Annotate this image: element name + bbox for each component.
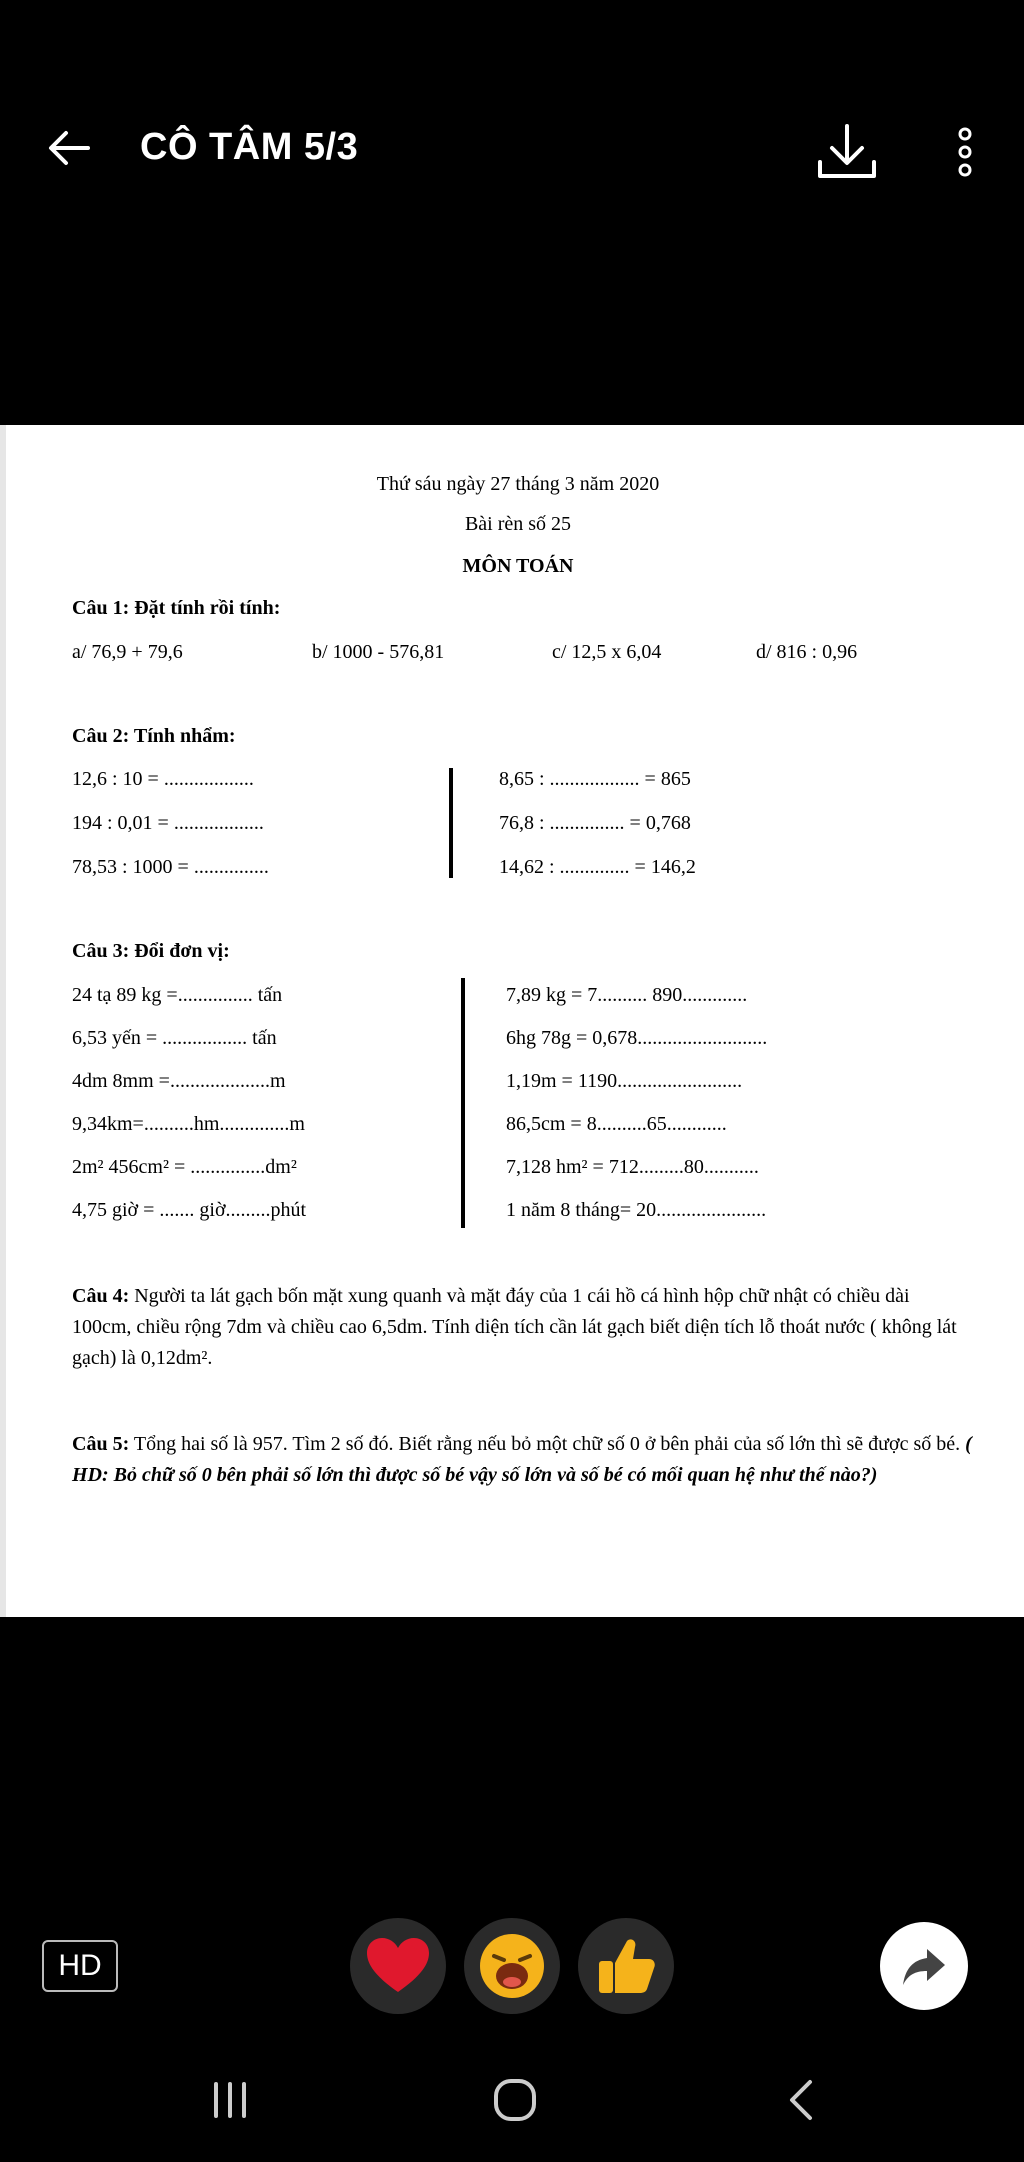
q2-left-item: 194 : 0,01 = ..................	[72, 812, 264, 834]
page-title: CÔ TÂM 5/3	[140, 126, 359, 168]
q3-right-item: 7,128 hm² = 712.........80...........	[506, 1156, 759, 1178]
q3-left-item: 24 tạ 89 kg =............... tấn	[72, 984, 283, 1006]
q5-label: Câu 5:	[72, 1433, 130, 1455]
q3-left-item: 6,53 yến = ................. tấn	[72, 1027, 277, 1049]
q1-item: a/ 76,9 + 79,6	[72, 641, 183, 663]
q2-title: Câu 2: Tính nhẩm:	[72, 725, 236, 747]
date-line: Thứ sáu ngày 27 tháng 3 năm 2020	[376, 473, 660, 495]
share-icon	[899, 1941, 949, 1991]
q3-right-item: 7,89 kg = 7.......... 890.............	[506, 984, 748, 1006]
q3-left-item: 4,75 giờ = ....... giờ.........phút	[72, 1199, 307, 1221]
back-nav-button[interactable]	[772, 2070, 832, 2130]
home-nav-button[interactable]	[485, 2070, 545, 2130]
q5-text: Tổng hai số là 957. Tìm 2 số đó. Biết rằng nếu bỏ một chữ số 0 ở bên phải của số lớn thì sẽ được số bé.	[133, 1433, 961, 1455]
q2-right-item: 76,8 : ............... = 0,768	[499, 812, 691, 834]
q2-right-item: 8,65 : .................. = 865	[499, 768, 691, 790]
hd-toggle[interactable]: HD	[42, 1940, 118, 1992]
q4-label: Câu 4:	[72, 1285, 130, 1307]
q4-paragraph	[72, 1281, 972, 1374]
react-heart-button[interactable]	[350, 1918, 446, 2014]
subject-title: MÔN TOÁN	[462, 555, 574, 577]
q3-right-item: 6hg 78g = 0,678..........................	[506, 1027, 768, 1049]
q1-title: Câu 1: Đặt tính rồi tính:	[72, 597, 281, 619]
q2-left-item: 78,53 : 1000 = ...............	[72, 856, 269, 878]
q3-title: Câu 3: Đổi đơn vị:	[72, 940, 230, 962]
q2-right-item: 14,62 : .............. = 146,2	[499, 856, 696, 878]
document-page	[0, 425, 1024, 1617]
download-icon	[812, 118, 882, 188]
q3-left-item: 9,34km=..........hm..............m	[72, 1113, 305, 1135]
q1-item: b/ 1000 - 576,81	[312, 641, 445, 663]
thumbs-up-icon	[593, 1933, 659, 1999]
q5-hint: ( HD: Bỏ chữ số 0 bên phải số lớn thì được số bé vậy số lớn và số bé có mối quan hệ như thế nào?)	[72, 1433, 972, 1486]
top-bar	[0, 0, 1024, 300]
q3-right-item: 86,5cm = 8..........65............	[506, 1113, 727, 1135]
heart-icon	[365, 1936, 431, 1996]
q3-left-item: 4dm 8mm =....................m	[72, 1070, 286, 1092]
react-laugh-button[interactable]	[464, 1918, 560, 2014]
recents-nav-button[interactable]	[200, 2070, 260, 2130]
q2-left-item: 12,6 : 10 = ..................	[72, 768, 254, 790]
back-button[interactable]	[40, 118, 100, 178]
home-icon	[485, 2070, 545, 2130]
laugh-icon	[476, 1930, 548, 2002]
more-vertical-icon	[945, 122, 985, 182]
arrow-left-icon	[40, 118, 100, 178]
share-button[interactable]	[880, 1922, 968, 2010]
divider	[461, 978, 465, 1228]
q1-item: d/ 816 : 0,96	[756, 641, 858, 663]
q4-text: Người ta lát gạch bốn mặt xung quanh và mặt đáy của 1 cái hồ cá hình hộp chữ nhật có chiều dài 100cm, chiều rộng 7dm và chiều cao 6,5dm. Tính diện tích cần lát gạch biết diện tích lỗ thoát nước ( không lát gạch) là 0,12dm².	[72, 1285, 957, 1369]
back-nav-icon	[772, 2070, 832, 2130]
q3-left-item: 2m² 456cm² = ...............dm²	[72, 1156, 297, 1178]
recents-icon	[200, 2070, 260, 2130]
q1-item: c/ 12,5 x 6,04	[552, 641, 662, 663]
more-button[interactable]	[945, 122, 985, 182]
divider	[449, 768, 453, 878]
download-button[interactable]	[812, 118, 882, 188]
exercise-number: Bài rèn số 25	[464, 513, 572, 535]
react-like-button[interactable]	[578, 1918, 674, 2014]
q5-paragraph	[72, 1429, 972, 1491]
q3-right-item: 1,19m = 1190.........................	[506, 1070, 743, 1092]
q3-right-item: 1 năm 8 tháng= 20......................	[506, 1199, 767, 1221]
